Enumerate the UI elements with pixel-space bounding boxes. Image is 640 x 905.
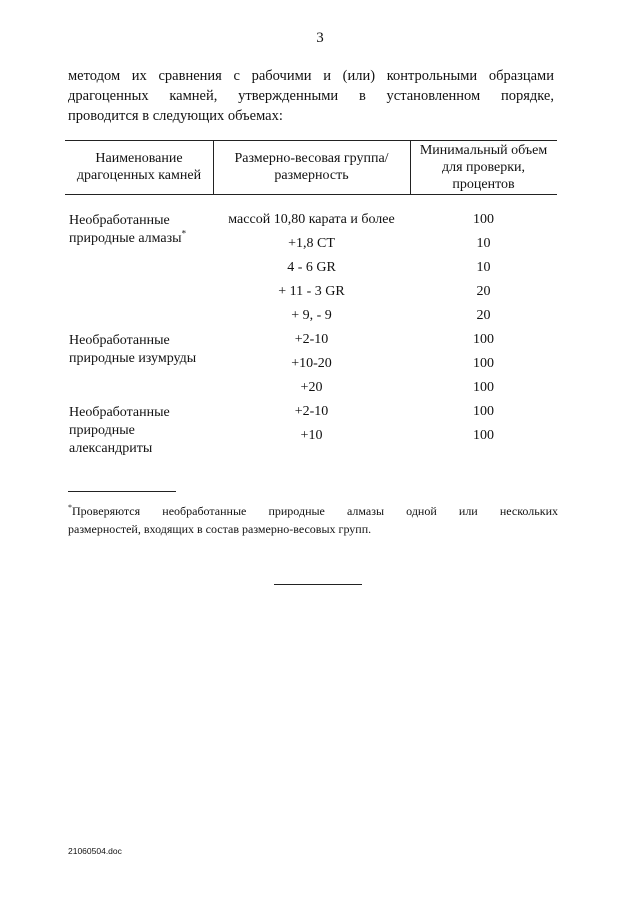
volume-cell: 100 [473, 332, 494, 347]
footnote-text: Проверяются необработанные природные алмазы одной или нескольких [72, 504, 558, 518]
volume-cell: 10 [476, 236, 491, 251]
header-volume-line: для проверки, [441, 160, 526, 175]
group-cell: +1,8 CT [288, 236, 335, 251]
stone-name-line: Необработанные [69, 405, 170, 420]
intro-line: методом их сравнения с рабочими и (или) контрольными образцами [68, 68, 554, 84]
stone-name-emeralds [69, 332, 219, 368]
footnote-mark: * [68, 503, 72, 512]
stone-name-line: александриты [69, 441, 153, 456]
header-name-line: Наименование [95, 151, 183, 166]
header-group-line: размерность [274, 168, 349, 183]
stone-name-line: Необработанные [69, 213, 170, 228]
page-number: 3 [316, 30, 324, 46]
document-filename: 21060504.doc [68, 846, 122, 856]
end-of-text-rule [274, 584, 362, 585]
intro-paragraph [68, 66, 554, 126]
group-cell: 4 - 6 GR [287, 260, 336, 275]
group-cell: массой 10,80 карата и более [228, 212, 395, 227]
footnote-line: размерностей, входящих в состав размерно-весовых групп. [68, 522, 372, 536]
volume-cell: 20 [476, 284, 491, 299]
volume-cell: 100 [473, 212, 494, 227]
header-group [213, 150, 410, 184]
group-cell: + 9, - 9 [291, 308, 332, 323]
group-cell: +2-10 [294, 404, 329, 419]
group-cell: + 11 - 3 GR [278, 284, 345, 299]
volume-cell: 100 [473, 356, 494, 371]
footnote-separator [68, 491, 176, 492]
header-volume [410, 142, 557, 193]
stone-name-line: природные [69, 423, 135, 438]
footnote-line [68, 502, 558, 520]
stone-name-diamonds [69, 212, 219, 248]
table-top-rule [65, 140, 557, 141]
stone-name-line: природные алмазы [69, 231, 182, 246]
stone-name-line: природные изумруды [69, 351, 197, 366]
volume-cell: 100 [473, 404, 494, 419]
intro-line: проводится в следующих объемах: [68, 108, 283, 124]
header-name-line: драгоценных камней [76, 168, 202, 183]
footnote [68, 502, 558, 538]
header-volume-line: Минимальный объем [419, 143, 548, 158]
header-group-line: Размерно-весовая группа/ [234, 151, 389, 166]
footnote-mark: * [181, 228, 187, 239]
group-cell: +20 [300, 380, 323, 395]
stone-name-line: Необработанные [69, 333, 170, 348]
header-volume-line: процентов [452, 177, 515, 192]
table-header-rule [65, 194, 557, 195]
group-cell: +10 [300, 428, 323, 443]
volume-cell: 100 [473, 380, 494, 395]
stone-name-alexandrites [69, 404, 219, 458]
volume-cell: 20 [476, 308, 491, 323]
group-cell: +2-10 [294, 332, 329, 347]
group-cell: +10-20 [291, 356, 332, 371]
volume-cell: 10 [476, 260, 491, 275]
header-name [65, 150, 213, 184]
volume-cell: 100 [473, 428, 494, 443]
intro-line: драгоценных камней, утвержденными в установленном порядке, [68, 88, 554, 104]
